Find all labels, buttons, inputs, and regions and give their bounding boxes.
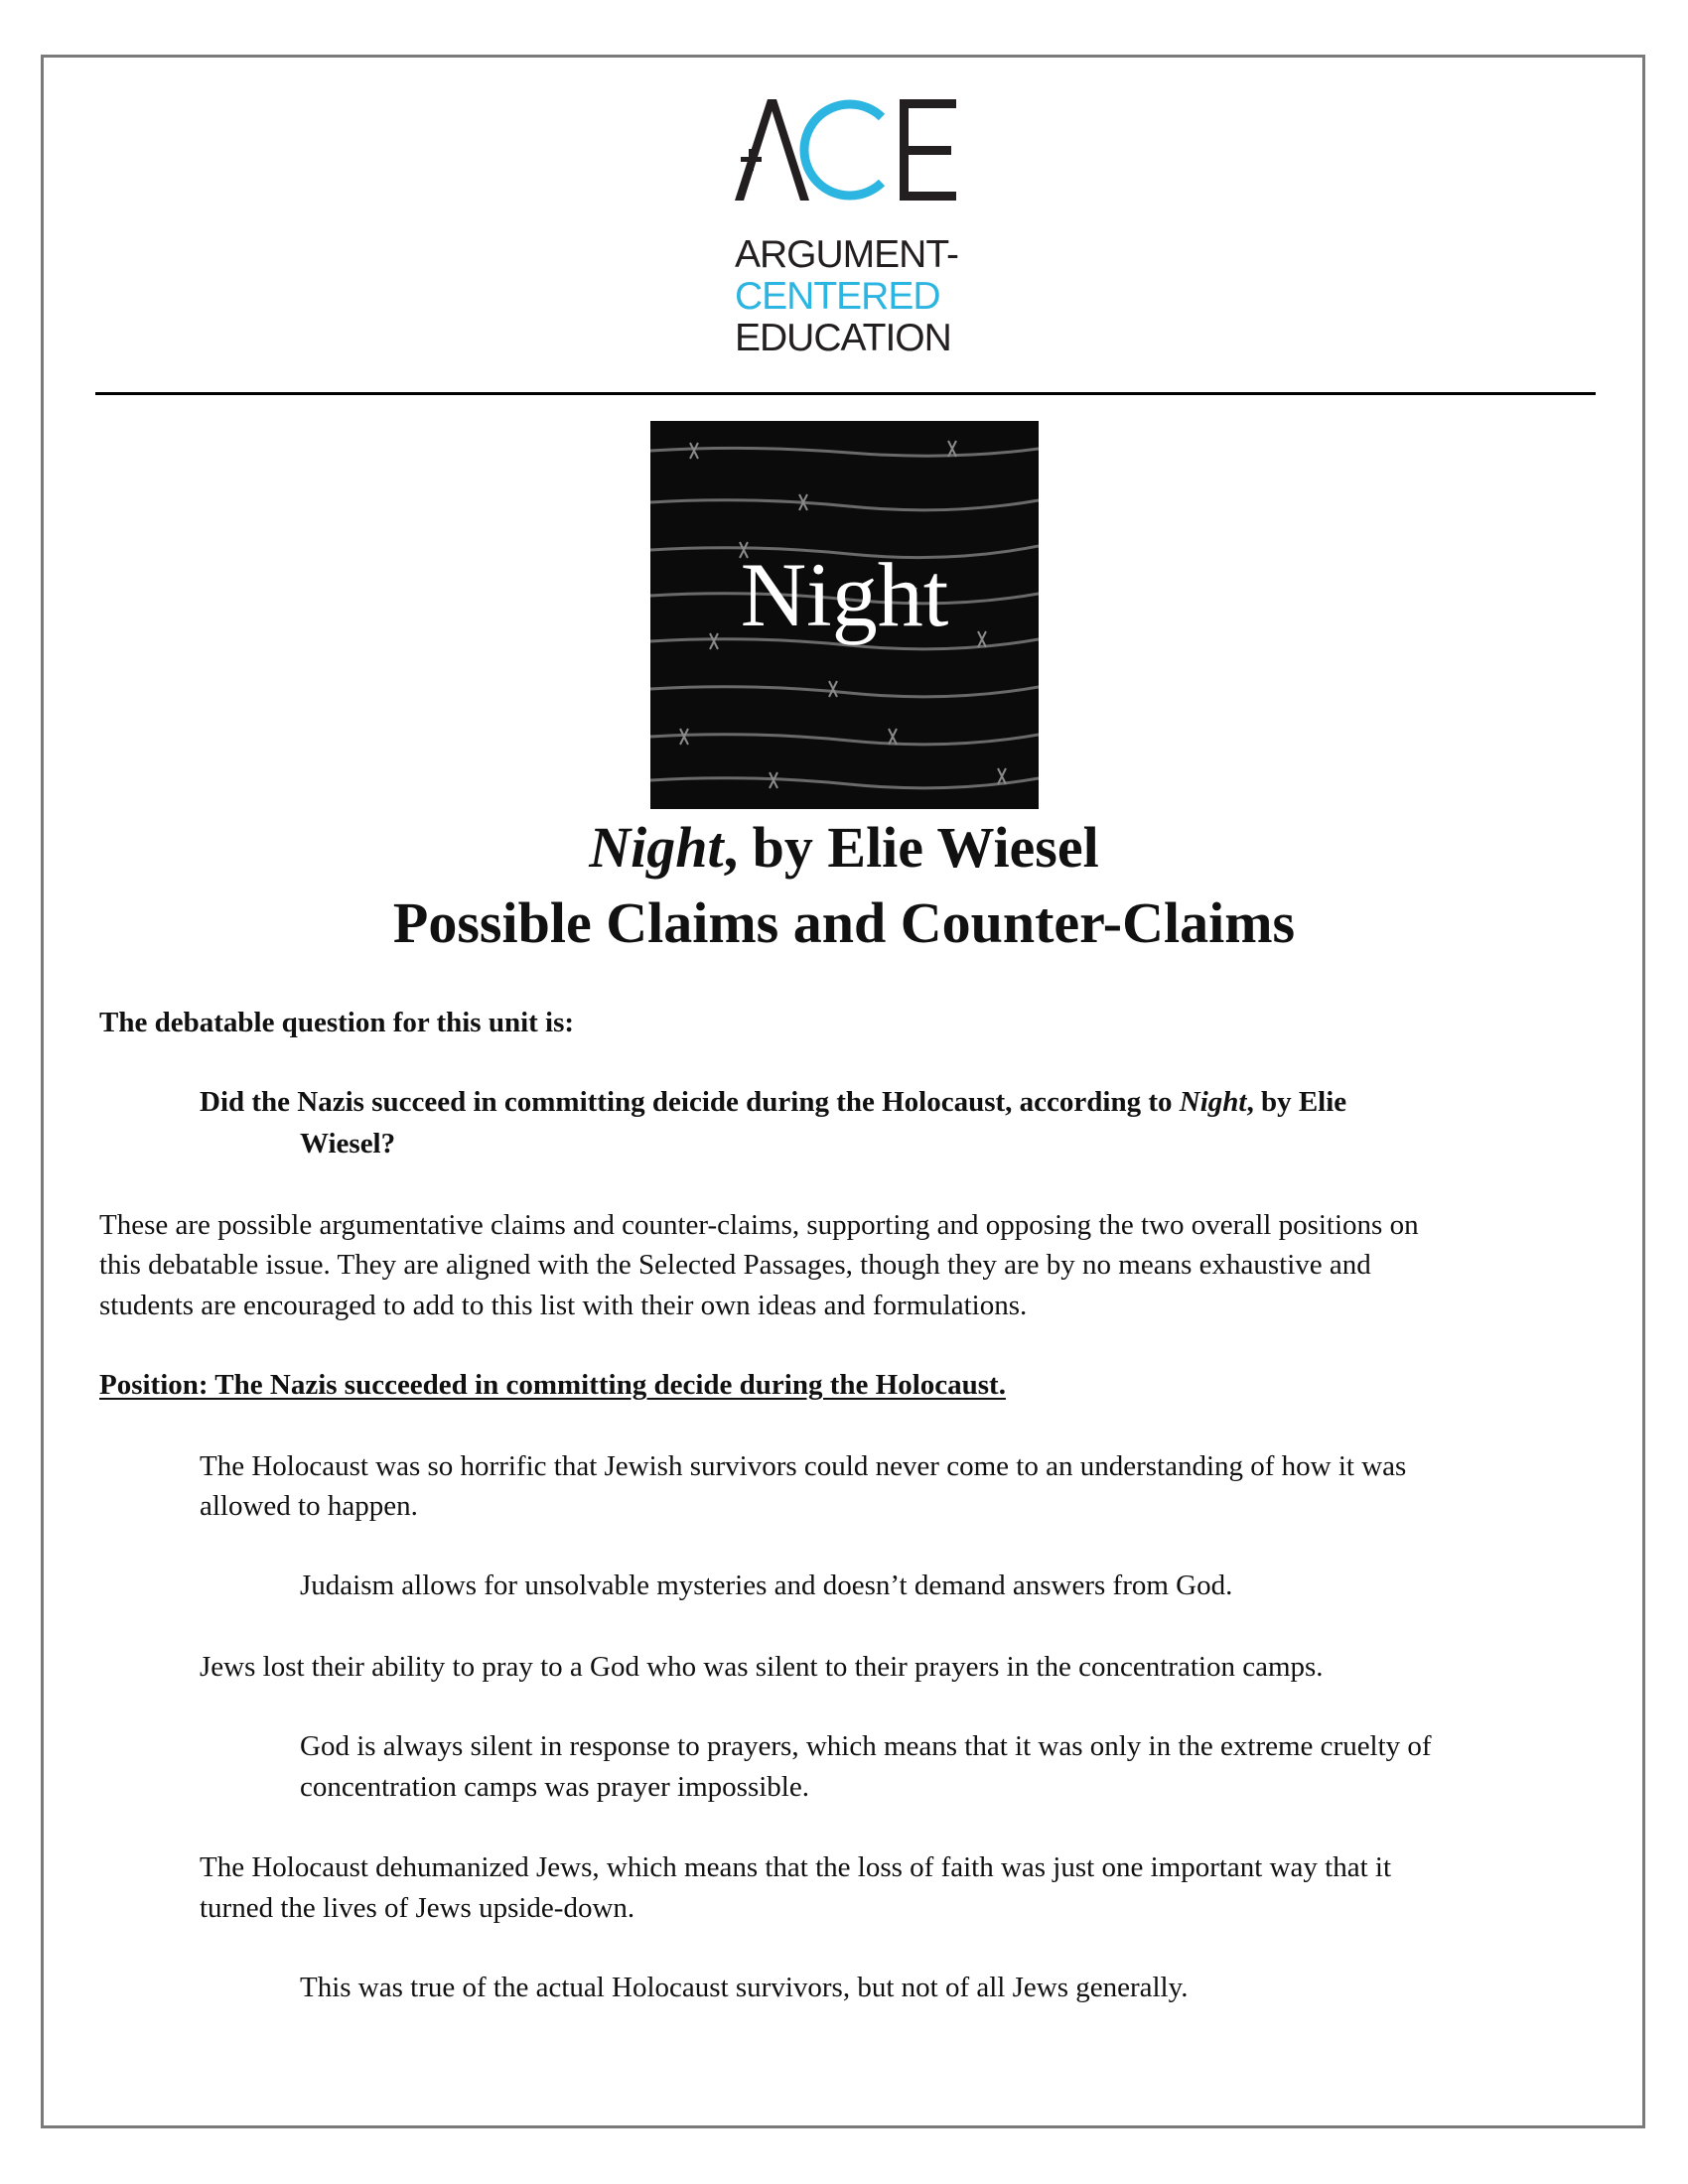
counter-claim-2: God is always silent in response to prayers, which means that it was only in the extreme cruelty of	[300, 1730, 1432, 1762]
question-intro: The debatable question for this unit is:	[99, 1007, 575, 1038]
position-heading: Position: The Nazis succeeded in committing decide during the Holocaust.	[99, 1369, 1006, 1401]
claim-2: Jews lost their ability to pray to a God who was silent to their prayers in the concentration camps.	[200, 1651, 1324, 1683]
question-text: Did the Nazis succeed in committing deicide during the Holocaust, according to	[200, 1086, 1180, 1118]
counter-claim-1: Judaism allows for unsolvable mysteries and doesn’t demand answers from God.	[300, 1570, 1233, 1601]
claim-1-cont: allowed to happen.	[200, 1490, 418, 1522]
counter-claim-3: This was true of the actual Holocaust survivors, but not of all Jews generally.	[300, 1972, 1189, 2003]
question-book-title: Night	[1179, 1086, 1247, 1118]
claim-1: The Holocaust was so horrific that Jewish survivors could never come to an understanding of how it was	[200, 1450, 1407, 1482]
cover-title: Night	[740, 544, 949, 645]
book-cover-image	[650, 421, 1039, 809]
counter-claim-2-cont: concentration camps was prayer impossible.	[300, 1771, 809, 1803]
debatable-question-cont: Wiesel?	[300, 1128, 396, 1160]
document-subtitle: Possible Claims and Counter-Claims	[392, 890, 1296, 955]
author-byline: , by Elie Wiesel	[723, 815, 1099, 880]
book-title: Night	[589, 815, 724, 880]
question-text-end: , by Elie	[1246, 1086, 1347, 1118]
logo-line-centered: CENTERED	[735, 275, 940, 318]
debatable-question	[200, 1082, 1346, 1122]
logo-line-argument: ARGUMENT-	[735, 233, 958, 276]
claim-3-cont: turned the lives of Jews upside-down.	[200, 1892, 635, 1924]
header-divider	[95, 392, 1596, 395]
logo-line-education: EDUCATION	[735, 317, 951, 359]
intro-paragraph-line: students are encouraged to add to this list with their own ideas and formulations.	[99, 1290, 1028, 1321]
ace-logo-mark	[733, 95, 961, 205]
document-title	[0, 810, 1688, 886]
intro-paragraph-line: These are possible argumentative claims and counter-claims, supporting and opposing the two overall positions on	[99, 1209, 1419, 1241]
intro-paragraph-line: this debatable issue. They are aligned with the Selected Passages, though they are by no means exhaustive and	[99, 1249, 1371, 1281]
claim-3: The Holocaust dehumanized Jews, which means that the loss of faith was just one important way that it	[200, 1851, 1392, 1883]
